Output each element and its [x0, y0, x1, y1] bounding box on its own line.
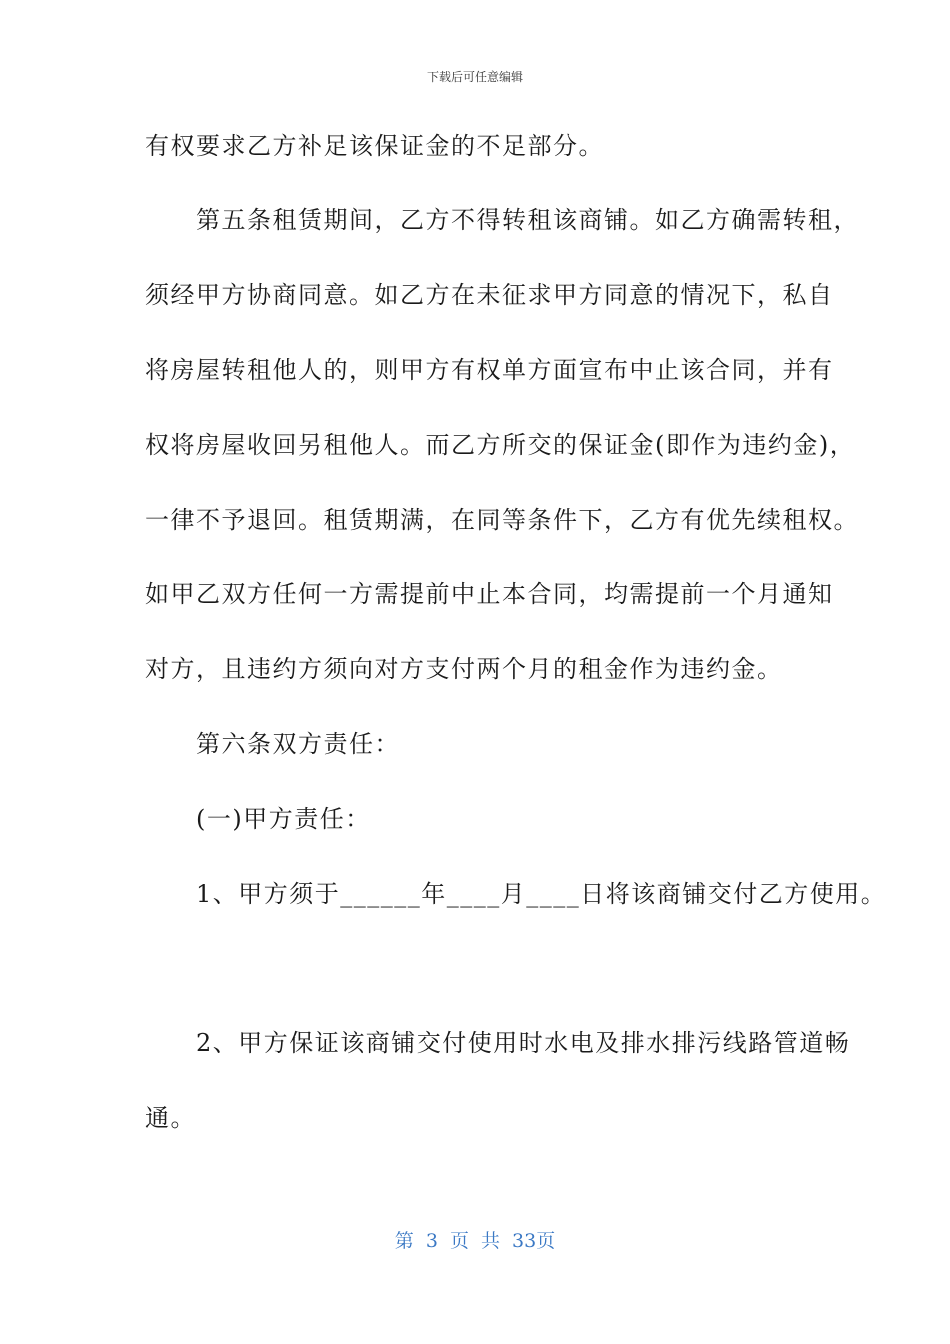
- section-heading: 第六条双方责任：: [145, 730, 400, 758]
- body-line: 权将房屋收回另租他人。而乙方所交的保证金(即作为违约金)，: [145, 431, 856, 459]
- body-line: 如甲乙双方任何一方需提前中止本合同，均需提前一个月通知: [145, 580, 834, 608]
- list-item: 1、甲方须于______年____月____日将该商铺交付乙方使用。: [145, 880, 887, 908]
- body-line: 通。: [145, 1104, 196, 1132]
- list-item: 2、甲方保证该商铺交付使用时水电及排水排污线路管道畅: [145, 1029, 851, 1057]
- body-line: 第五条租赁期间，乙方不得转租该商铺。如乙方确需转租，: [145, 206, 859, 234]
- body-line: 须经甲方协商同意。如乙方在未征求甲方同意的情况下，私自: [145, 281, 834, 309]
- page-number: 第 3 页 共 33页: [394, 1230, 556, 1252]
- body-line: 有权要求乙方补足该保证金的不足部分。: [145, 132, 604, 160]
- body-line: 对方，且违约方须向对方支付两个月的租金作为违约金。: [145, 655, 783, 683]
- body-line: 一律不予退回。租赁期满，在同等条件下，乙方有优先续租权。: [145, 506, 859, 534]
- subsection-heading: (一)甲方责任：: [145, 805, 371, 833]
- body-line: 将房屋转租他人的，则甲方有权单方面宣布中止该合同，并有: [145, 356, 834, 384]
- page-header-note: 下载后可任意编辑: [426, 70, 523, 84]
